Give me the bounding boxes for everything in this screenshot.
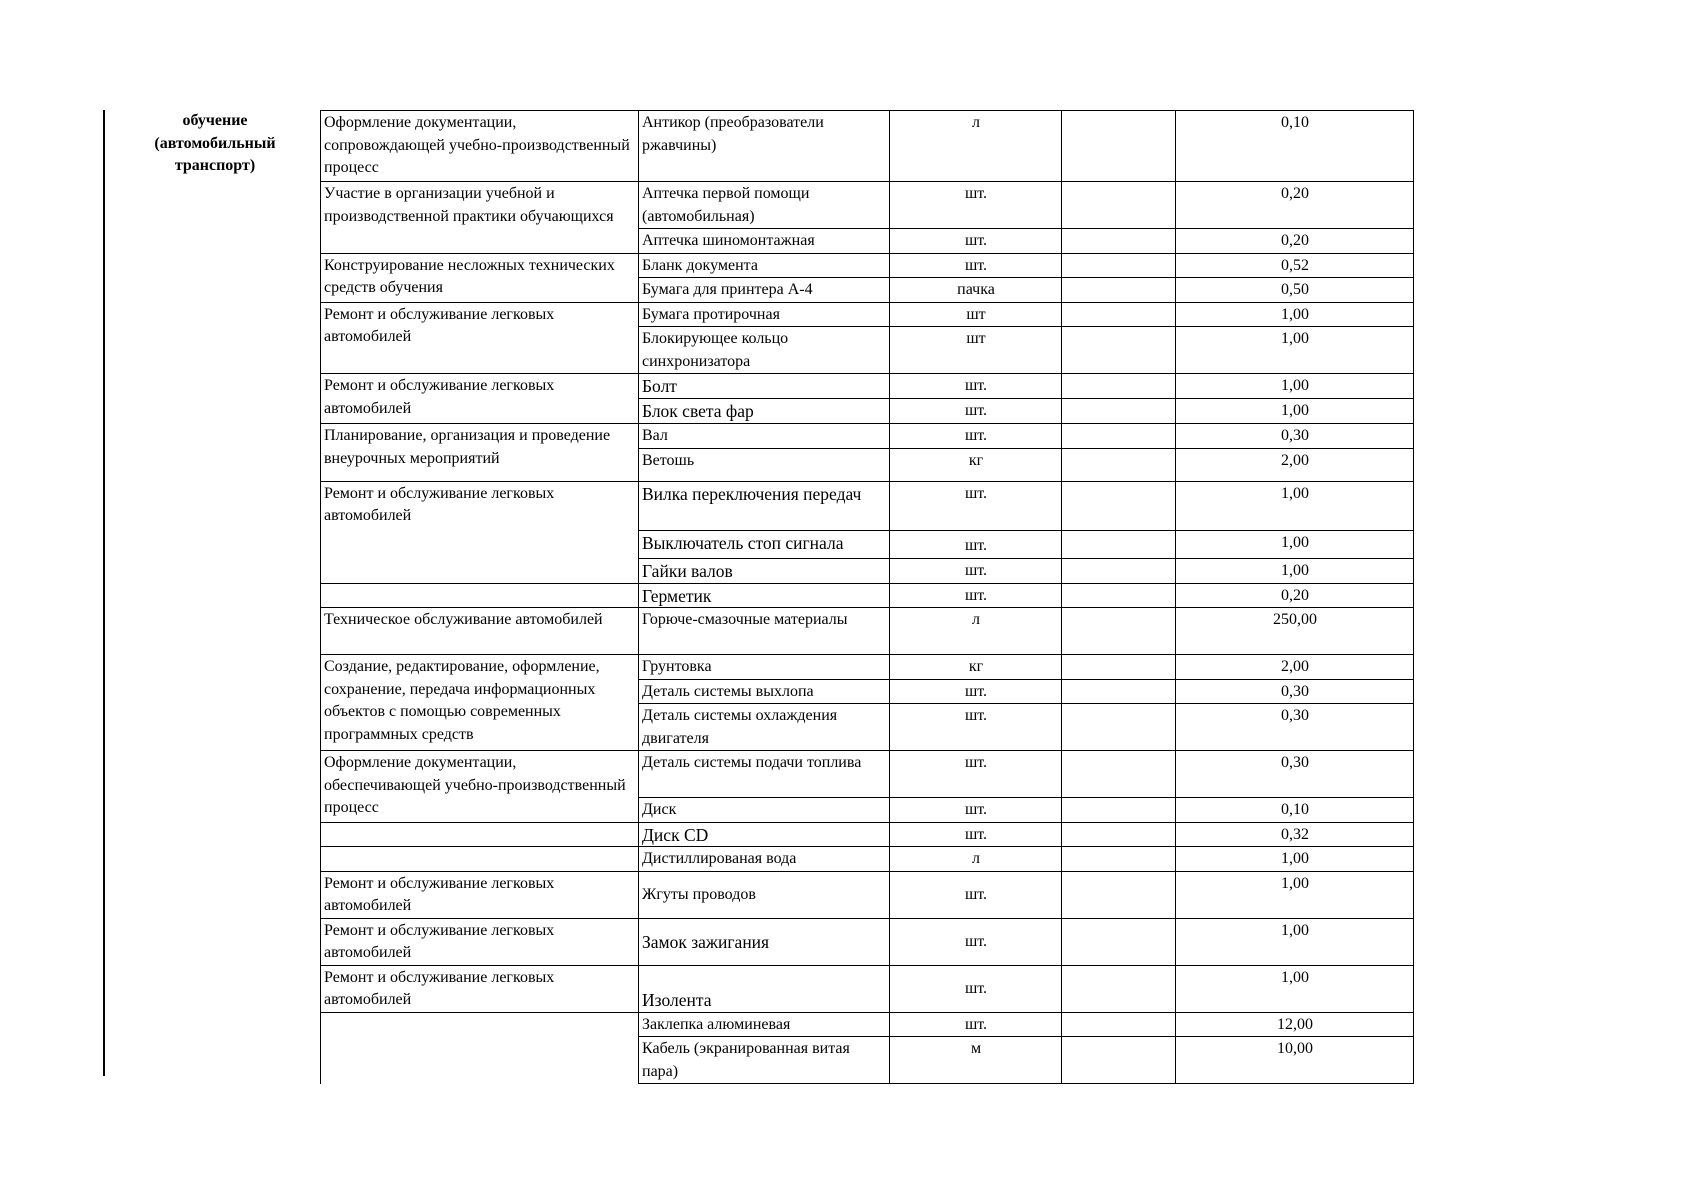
quantity-cell: 0,30 [1176,751,1414,798]
unit-cell: шт. [890,1012,1062,1037]
material-name-cell: Замок зажигания [639,918,890,965]
empty-cell [1062,399,1176,424]
section-caption-line: (автомобильный [154,134,276,152]
material-name-cell: Диск CD [639,822,890,847]
quantity-cell: 2,00 [1176,655,1414,680]
material-name-cell: Выключатель стоп сигнала [639,530,890,558]
unit-cell: шт. [890,583,1062,608]
material-name-cell: Диск [639,798,890,823]
table-row [321,583,1414,608]
unit-cell: шт. [890,965,1062,1012]
materials-table [320,110,1414,1084]
material-name-cell: Вал [639,424,890,449]
quantity-cell: 1,00 [1176,918,1414,965]
unit-cell: шт. [890,399,1062,424]
unit-cell: л [890,847,1062,872]
unit-cell: шт. [890,918,1062,965]
activity-cell [321,1012,639,1084]
table-row [321,374,1414,399]
quantity-cell: 0,10 [1176,798,1414,823]
material-name-cell: Ветошь [639,448,890,481]
table-row [321,655,1414,680]
activity-cell: Участие в организации учебной и производственной практики обучающихся [321,182,639,254]
empty-cell [1062,1012,1176,1037]
material-name-cell: Вилка переключения передач [639,481,890,530]
quantity-cell: 1,00 [1176,302,1414,327]
quantity-cell: 0,50 [1176,278,1414,303]
table-row [321,608,1414,655]
empty-cell [1062,327,1176,374]
table-row [321,182,1414,229]
unit-cell: шт. [890,558,1062,583]
empty-cell [1062,704,1176,751]
unit-cell: шт. [890,751,1062,798]
activity-cell [321,822,639,847]
material-name-cell: Антикор (преобразователи ржавчины) [639,111,890,182]
activity-cell: Оформление документации, сопровождающей учебно-производственный процесс [321,111,639,182]
unit-cell: шт. [890,704,1062,751]
quantity-cell: 250,00 [1176,608,1414,655]
empty-cell [1062,608,1176,655]
table-row [321,302,1414,327]
empty-cell [1062,847,1176,872]
empty-cell [1062,111,1176,182]
table-row [321,424,1414,449]
material-name-cell: Дистиллированая вода [639,847,890,872]
quantity-cell: 0,20 [1176,583,1414,608]
unit-cell: шт. [890,253,1062,278]
quantity-cell: 1,00 [1176,558,1414,583]
empty-cell [1062,655,1176,680]
unit-cell: шт. [890,481,1062,530]
unit-cell: шт [890,302,1062,327]
unit-cell: л [890,111,1062,182]
unit-cell: м [890,1037,1062,1084]
material-name-cell: Горюче-смазочные материалы [639,608,890,655]
unit-cell: л [890,608,1062,655]
material-name-cell: Жгуты проводов [639,871,890,918]
empty-cell [1062,481,1176,530]
quantity-cell: 0,52 [1176,253,1414,278]
empty-cell [1062,1037,1176,1084]
quantity-cell: 0,30 [1176,424,1414,449]
unit-cell: шт. [890,679,1062,704]
unit-cell: шт. [890,229,1062,254]
activity-cell [321,583,639,608]
unit-cell: кг [890,655,1062,680]
quantity-cell: 0,10 [1176,111,1414,182]
table-row [321,111,1414,182]
material-name-cell: Аптечка шиномонтажная [639,229,890,254]
table-row [321,847,1414,872]
table-row [321,1012,1414,1037]
section-caption [130,110,300,178]
table-row [321,253,1414,278]
empty-cell [1062,302,1176,327]
empty-cell [1062,182,1176,229]
material-name-cell: Бумага для принтера А-4 [639,278,890,303]
material-name-cell: Бланк документа [639,253,890,278]
empty-cell [1062,558,1176,583]
section-caption-line: обучение [182,112,248,129]
activity-cell: Ремонт и обслуживание легковых автомобилей [321,918,639,965]
material-name-cell: Гайки валов [639,558,890,583]
material-name-cell: Болт [639,374,890,399]
unit-cell: кг [890,448,1062,481]
empty-cell [1062,374,1176,399]
material-name-cell: Герметик [639,583,890,608]
empty-cell [1062,229,1176,254]
unit-cell: шт. [890,182,1062,229]
activity-cell [321,847,639,872]
material-name-cell: Блок света фар [639,399,890,424]
material-name-cell: Бумага протирочная [639,302,890,327]
table-row [321,918,1414,965]
empty-cell [1062,530,1176,558]
unit-cell: шт. [890,424,1062,449]
empty-cell [1062,448,1176,481]
quantity-cell: 10,00 [1176,1037,1414,1084]
empty-cell [1062,871,1176,918]
quantity-cell: 1,00 [1176,965,1414,1012]
material-name-cell: Деталь системы охлаждения двигателя [639,704,890,751]
empty-cell [1062,751,1176,798]
unit-cell: пачка [890,278,1062,303]
activity-cell: Ремонт и обслуживание легковых автомобилей [321,302,639,374]
quantity-cell: 1,00 [1176,871,1414,918]
activity-cell: Ремонт и обслуживание легковых автомобилей [321,871,639,918]
quantity-cell: 1,00 [1176,481,1414,530]
empty-cell [1062,798,1176,823]
material-name-cell: Деталь системы подачи топлива [639,751,890,798]
unit-cell: шт. [890,798,1062,823]
activity-cell: Конструирование несложных технических средств обучения [321,253,639,302]
empty-cell [1062,918,1176,965]
material-name-cell: Заклепка алюминевая [639,1012,890,1037]
unit-cell: шт [890,327,1062,374]
left-vertical-rule [103,110,105,1076]
empty-cell [1062,679,1176,704]
unit-cell: шт. [890,871,1062,918]
quantity-cell: 12,00 [1176,1012,1414,1037]
empty-cell [1062,424,1176,449]
material-name-cell: Блокирующее кольцо синхронизатора [639,327,890,374]
quantity-cell: 0,30 [1176,679,1414,704]
empty-cell [1062,965,1176,1012]
table-row [321,871,1414,918]
empty-cell [1062,278,1176,303]
table-row [321,822,1414,847]
empty-cell [1062,822,1176,847]
quantity-cell: 1,00 [1176,847,1414,872]
material-name-cell: Грунтовка [639,655,890,680]
activity-cell: Техническое обслуживание автомобилей [321,608,639,655]
material-name-cell: Кабель (экранированная витая пара) [639,1037,890,1084]
activity-cell: Создание, редактирование, оформление, сохранение, передача информационных объектов с помощью современных программных средств [321,655,639,751]
table-row [321,965,1414,1012]
quantity-cell: 1,00 [1176,399,1414,424]
quantity-cell: 1,00 [1176,374,1414,399]
quantity-cell: 1,00 [1176,327,1414,374]
quantity-cell: 0,30 [1176,704,1414,751]
quantity-cell: 0,20 [1176,229,1414,254]
material-name-cell: Аптечка первой помощи (автомобильная) [639,182,890,229]
empty-cell [1062,583,1176,608]
quantity-cell: 2,00 [1176,448,1414,481]
quantity-cell: 0,32 [1176,822,1414,847]
material-name-cell: Изолента [639,965,890,1012]
table-row [321,751,1414,798]
quantity-cell: 1,00 [1176,530,1414,558]
section-caption-line: транспорт) [174,157,256,174]
activity-cell: Планирование, организация и проведение внеурочных мероприятий [321,424,639,482]
unit-cell: шт. [890,530,1062,558]
table-row [321,481,1414,530]
activity-cell: Ремонт и обслуживание легковых автомобилей [321,374,639,424]
unit-cell: шт. [890,822,1062,847]
material-name-cell: Деталь системы выхлопа [639,679,890,704]
activity-cell: Ремонт и обслуживание легковых автомобилей [321,965,639,1012]
activity-cell: Оформление документации, обеспечивающей учебно-производственный процесс [321,751,639,823]
activity-cell: Ремонт и обслуживание легковых автомобилей [321,481,639,583]
quantity-cell: 0,20 [1176,182,1414,229]
unit-cell: шт. [890,374,1062,399]
empty-cell [1062,253,1176,278]
